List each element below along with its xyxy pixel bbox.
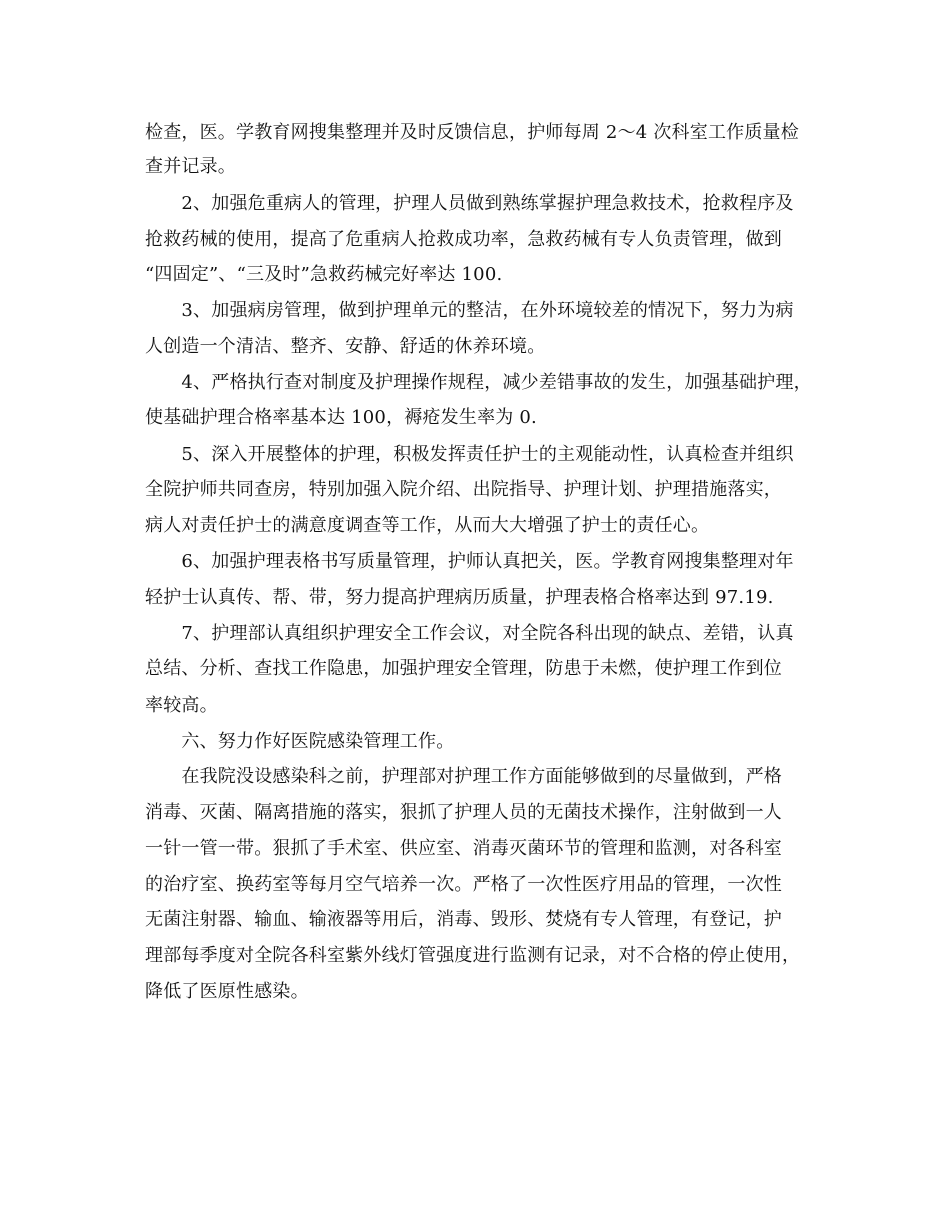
text-line: 病人对责任护士的满意度调查等工作，从而大大增强了护士的责任心。: [145, 515, 710, 536]
text-line: 率较高。: [145, 695, 218, 716]
text-line: 检查，医。学教育网搜集整理并及时反馈信息，护师每周 2～4 次科室工作质量检: [145, 122, 799, 143]
text-line: 理部每季度对全院各科室紫外线灯管强度进行监测有记录，对不合格的停止使用，: [145, 945, 801, 966]
text-line: 的治疗室、换药室等每月空气培养一次。严格了一次性医疗用品的管理，一次性: [145, 874, 782, 895]
text-line: 7、护理部认真组织护理安全工作会议，对全院各科出现的缺点、差错，认真: [145, 623, 794, 644]
text-line: 降低了医原性感染。: [145, 981, 309, 1002]
text-line: 消毒、灭菌、隔离措施的落实，狠抓了护理人员的无菌技术操作，注射做到一人: [145, 802, 782, 823]
text-line: 查并记录。: [145, 156, 236, 177]
text-line: 3、加强病房管理，做到护理单元的整洁，在外环境较差的情况下，努力为病: [145, 300, 794, 321]
text-line: 2、加强危重病人的管理，护理人员做到熟练掌握护理急救技术，抢救程序及: [145, 193, 794, 214]
text-line: 5、深入开展整体的护理，积极发挥责任护士的主观能动性，认真检查并组织: [145, 444, 794, 465]
text-line: 抢救药械的使用，提高了危重病人抢救成功率，急救药械有专人负责管理，做到: [145, 229, 782, 250]
text-line: “四固定”、“三及时”急救药械完好率达 100.: [145, 264, 503, 285]
text-line: 全院护师共同查房，特别加强入院介绍、出院指导、护理计划、护理措施落实，: [145, 479, 782, 500]
text-line: 6、加强护理表格书写质量管理，护师认真把关，医。学教育网搜集整理对年: [145, 551, 794, 572]
text-line: 使基础护理合格率基本达 100，褥疮发生率为 0.: [145, 407, 537, 428]
text-line: 4、严格执行查对制度及护理操作规程，减少差错事故的发生，加强基础护理，: [145, 372, 812, 393]
text-line: 人创造一个清洁、整齐、安静、舒适的休养环境。: [145, 336, 546, 357]
text-line: 一针一管一带。狠抓了手术室、供应室、消毒灭菌环节的管理和监测，对各科室: [145, 838, 782, 859]
text-line: 总结、分析、查找工作隐患，加强护理安全管理，防患于未燃，使护理工作到位: [145, 658, 782, 679]
text-line: 在我院没设感染科之前，护理部对护理工作方面能够做到的尽量做到，严格: [145, 766, 782, 787]
text-line: 六、努力作好医院感染管理工作。: [145, 731, 455, 752]
text-line: 无菌注射器、输血、输液器等用后，消毒、毁形、焚烧有专人管理，有登记，护: [145, 909, 782, 930]
text-line: 轻护士认真传、帮、带，努力提高护理病历质量，护理表格合格率达到 97.19.: [145, 587, 774, 608]
